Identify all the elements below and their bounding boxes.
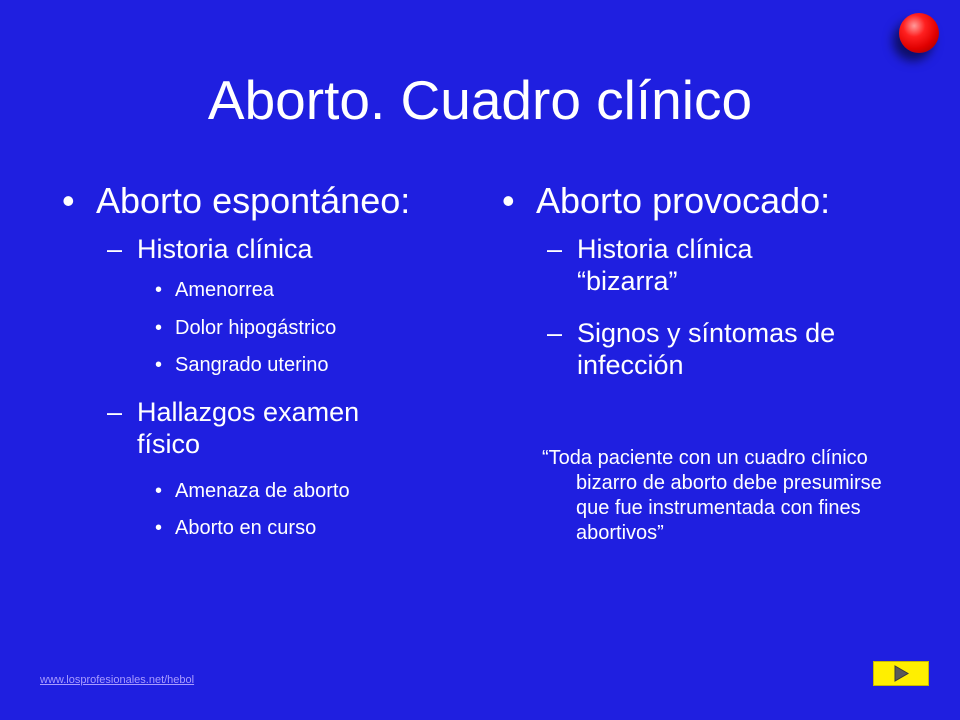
right-item-signos-text (577, 317, 835, 381)
play-arrow-icon (873, 661, 929, 686)
dash-marker: – (107, 234, 123, 264)
right-heading-text: Aborto provocado: (536, 180, 831, 221)
list-item-text: Dolor hipogástrico (175, 317, 337, 339)
bullet-marker: • (155, 279, 163, 301)
list-item (155, 316, 336, 340)
list-item-text: Aborto en curso (175, 517, 317, 539)
left-section-historia (107, 233, 313, 265)
label-line: Hallazgos examen (137, 397, 360, 427)
list-item-text: Sangrado uterino (175, 354, 329, 376)
bullet-marker: • (155, 517, 163, 539)
bullet-marker: • (155, 354, 163, 376)
right-item-signos (547, 317, 835, 381)
left-section-hallazgos (107, 396, 359, 460)
item-line: Signos y síntomas de (577, 318, 836, 348)
left-section-historia-label: Historia clínica (137, 234, 313, 264)
right-heading (502, 181, 830, 221)
dash-marker: – (547, 318, 563, 348)
left-heading (62, 181, 410, 221)
bullet-marker: • (155, 317, 163, 339)
quote-text: “Toda paciente con un cuadro clínico bizarro de aborto debe presumirse que fue instrumentada con fines abortivos” (542, 447, 882, 544)
bullet-marker: • (502, 180, 515, 221)
item-line: infección (577, 350, 684, 380)
item-line: Historia clínica (577, 234, 753, 264)
right-item-historia (547, 233, 753, 297)
right-item-historia-text (577, 233, 753, 297)
list-item (155, 353, 328, 377)
bullet-marker: • (62, 180, 75, 221)
list-item-text: Amenaza de aborto (175, 480, 350, 502)
bullet-marker: • (155, 480, 163, 502)
item-line: “bizarra” (577, 266, 678, 296)
list-item (155, 479, 350, 503)
slide-title: Aborto. Cuadro clínico (207, 69, 753, 131)
dash-marker: – (547, 234, 563, 264)
list-item (155, 516, 316, 540)
list-item (155, 278, 274, 302)
label-line: físico (137, 429, 201, 459)
left-heading-text: Aborto espontáneo: (96, 180, 411, 221)
footer-link[interactable]: www.losprofesionales.net/hebol (40, 674, 195, 686)
dash-marker: – (107, 397, 123, 427)
list-item-text: Amenorrea (175, 279, 274, 301)
red-sphere-icon[interactable] (899, 13, 939, 53)
next-slide-button[interactable] (873, 661, 929, 686)
left-section-hallazgos-label (137, 396, 359, 460)
